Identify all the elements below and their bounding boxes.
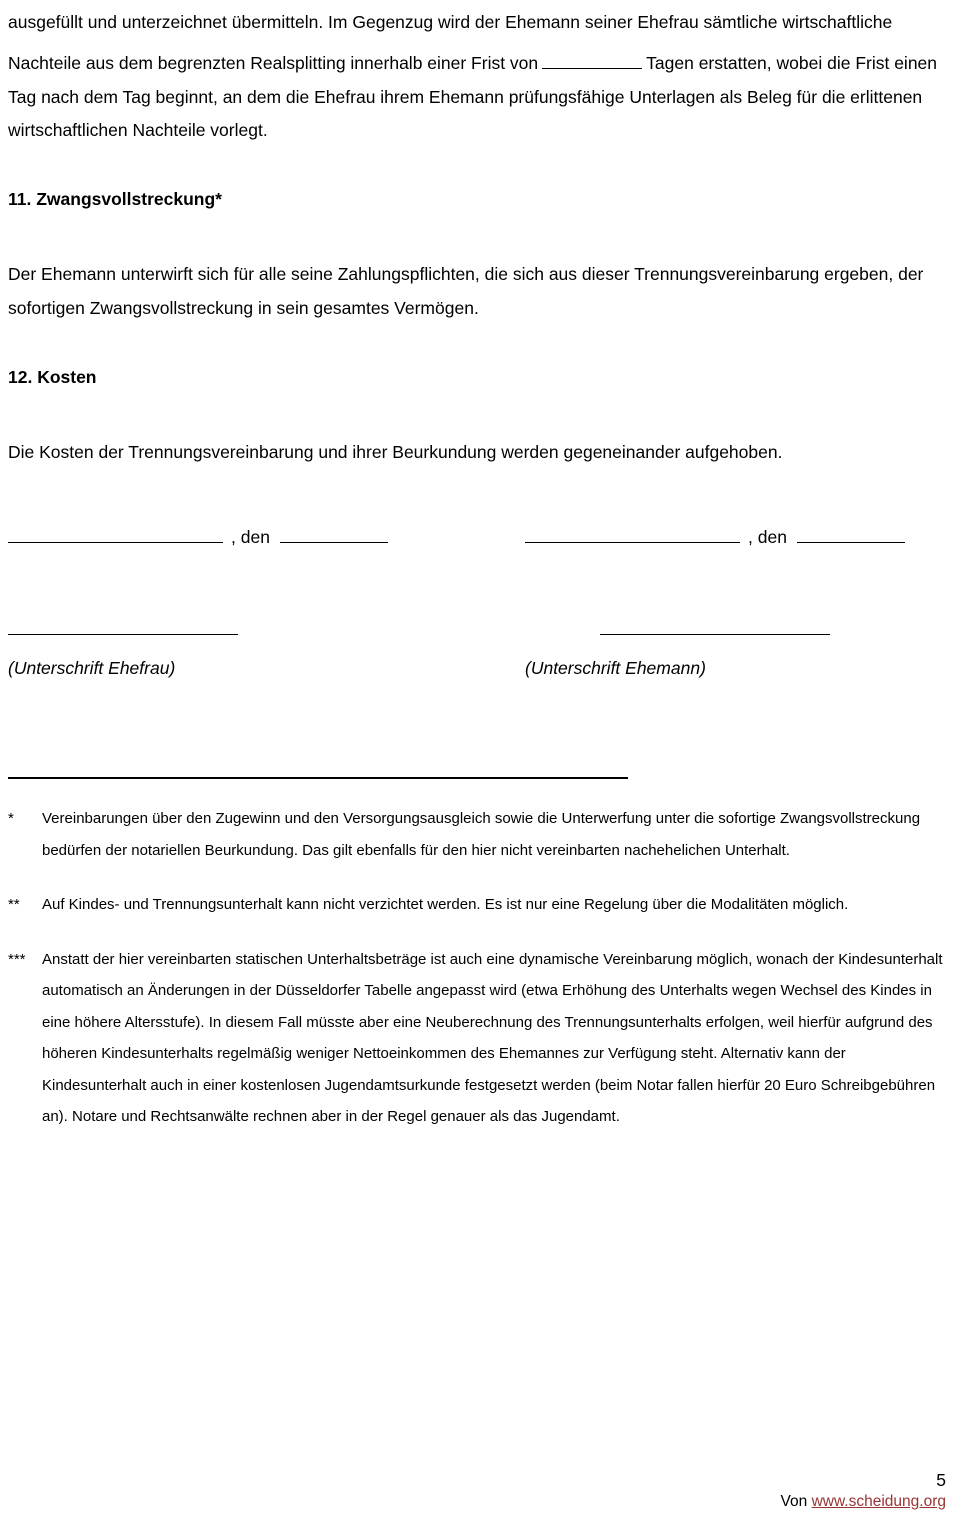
footnote-1-text: Vereinbarungen über den Zugewinn und den Versorgungsausgleich sowie die Unterwerfung unter die sofortige Zwangsvollstreckung bedürfen der notariellen Beurkundung. Das gilt ebenfalls für den hier nicht vereinbarten nachehelichen Unterhalt. — [42, 810, 921, 859]
blank-field-date-wife — [280, 526, 388, 544]
footnote-divider — [8, 777, 628, 779]
section-12-heading: 12. Kosten — [8, 366, 97, 387]
signature-line-left — [8, 613, 480, 646]
page-footer — [781, 1469, 946, 1512]
intro-paragraph-2-after: Tagen erstatten, wobei die Frist einen Tag nach dem Tag beginnt, an dem die Ehefrau ihrem Ehemann prüfungsfähige Unterlagen als Beleg für die erlittenen wirtschaftlichen Nachteile vorlegt. — [8, 53, 938, 140]
signature-date-left — [8, 521, 480, 554]
blank-field-place-husband — [525, 526, 740, 544]
footnote-1 — [8, 803, 950, 866]
source-line — [781, 1492, 946, 1512]
den-label-right: , den — [748, 527, 787, 548]
den-label-left: , den — [231, 527, 270, 548]
source-prefix: Von — [780, 1492, 812, 1510]
footnote-2-text: Auf Kindes- und Trennungsunterhalt kann nicht verzichtet werden. Es ist nur eine Regelung über die Modalitäten möglich. — [42, 896, 849, 913]
signature-line-right — [480, 613, 950, 646]
footnote-3-text: Anstatt der hier vereinbarten statischen Unterhaltsbeträge ist auch eine dynamische Vereinbarung möglich, wonach der Kindesunterhalt automatisch an Änderungen in der Düsseldorfer Tabelle angepasst wird (etwa Erhöhung des Unterhalts wegen Wechsel des Kindes in eine höhere Altersstufe). In diesem Fall müsste aber eine Neuberechnung des Trennungsunterhalts erfolgen, weil hierfür aufgrund des höheren Kindesunterhalts regelmäßig weniger Nettoeinkommen des Ehemannes zur Verfügung steht. Alternativ kann der Kindesunterhalt auch in einer kostenlosen Jugendamtsurkunde festgesetzt werden (beim Notar fallen hierfür 20 Euro Schreibgebühren an). Notare und Rechtsanwälte rechnen aber in der Regel genauer als das Jugendamt. — [42, 950, 943, 1125]
footnotes-section — [8, 803, 950, 1133]
intro-paragraph-2 — [8, 47, 950, 147]
blank-field-frist — [542, 52, 642, 70]
blank-field-signature-wife — [8, 617, 238, 635]
footnote-2-marker: ** — [8, 896, 20, 913]
signature-date-right — [480, 521, 950, 554]
footnote-2 — [8, 889, 950, 921]
intro-paragraph-2-before: Nachteile aus dem begrenzten Realsplitting innerhalb einer Frist von — [8, 53, 539, 74]
source-link[interactable]: www.scheidung.org — [811, 1492, 946, 1510]
page-number: 5 — [936, 1470, 946, 1491]
blank-field-signature-husband — [600, 617, 830, 635]
blank-field-place-wife — [8, 526, 223, 544]
section-11-heading: 11. Zwangsvollstreckung* — [8, 189, 222, 209]
signature-caption-husband: (Unterschrift Ehemann) — [525, 657, 706, 678]
signature-caption-wife: (Unterschrift Ehefrau) — [8, 657, 176, 678]
footnote-1-marker: * — [8, 810, 14, 827]
blank-field-date-husband — [797, 526, 905, 544]
signature-caption-row — [8, 652, 950, 685]
footnote-3 — [8, 944, 950, 1133]
footnote-3-marker: *** — [8, 950, 26, 968]
section-12-body: Die Kosten der Trennungsvereinbarung und ihrer Beurkundung werden gegeneinander aufgehoben. — [8, 442, 783, 462]
signature-line-row — [8, 613, 950, 646]
section-11-body: Der Ehemann unterwirft sich für alle seine Zahlungspflichten, die sich aus dieser Trennungsvereinbarung ergeben, der sofortigen Zwangsvollstreckung in sein gesamtes Vermögen. — [8, 264, 924, 318]
intro-paragraph-1: ausgefüllt und unterzeichnet übermitteln. Im Gegenzug wird der Ehemann seiner Ehefrau sämtliche wirtschaftliche — [8, 12, 893, 32]
document-body — [8, 6, 950, 1133]
signature-date-row — [8, 521, 950, 554]
